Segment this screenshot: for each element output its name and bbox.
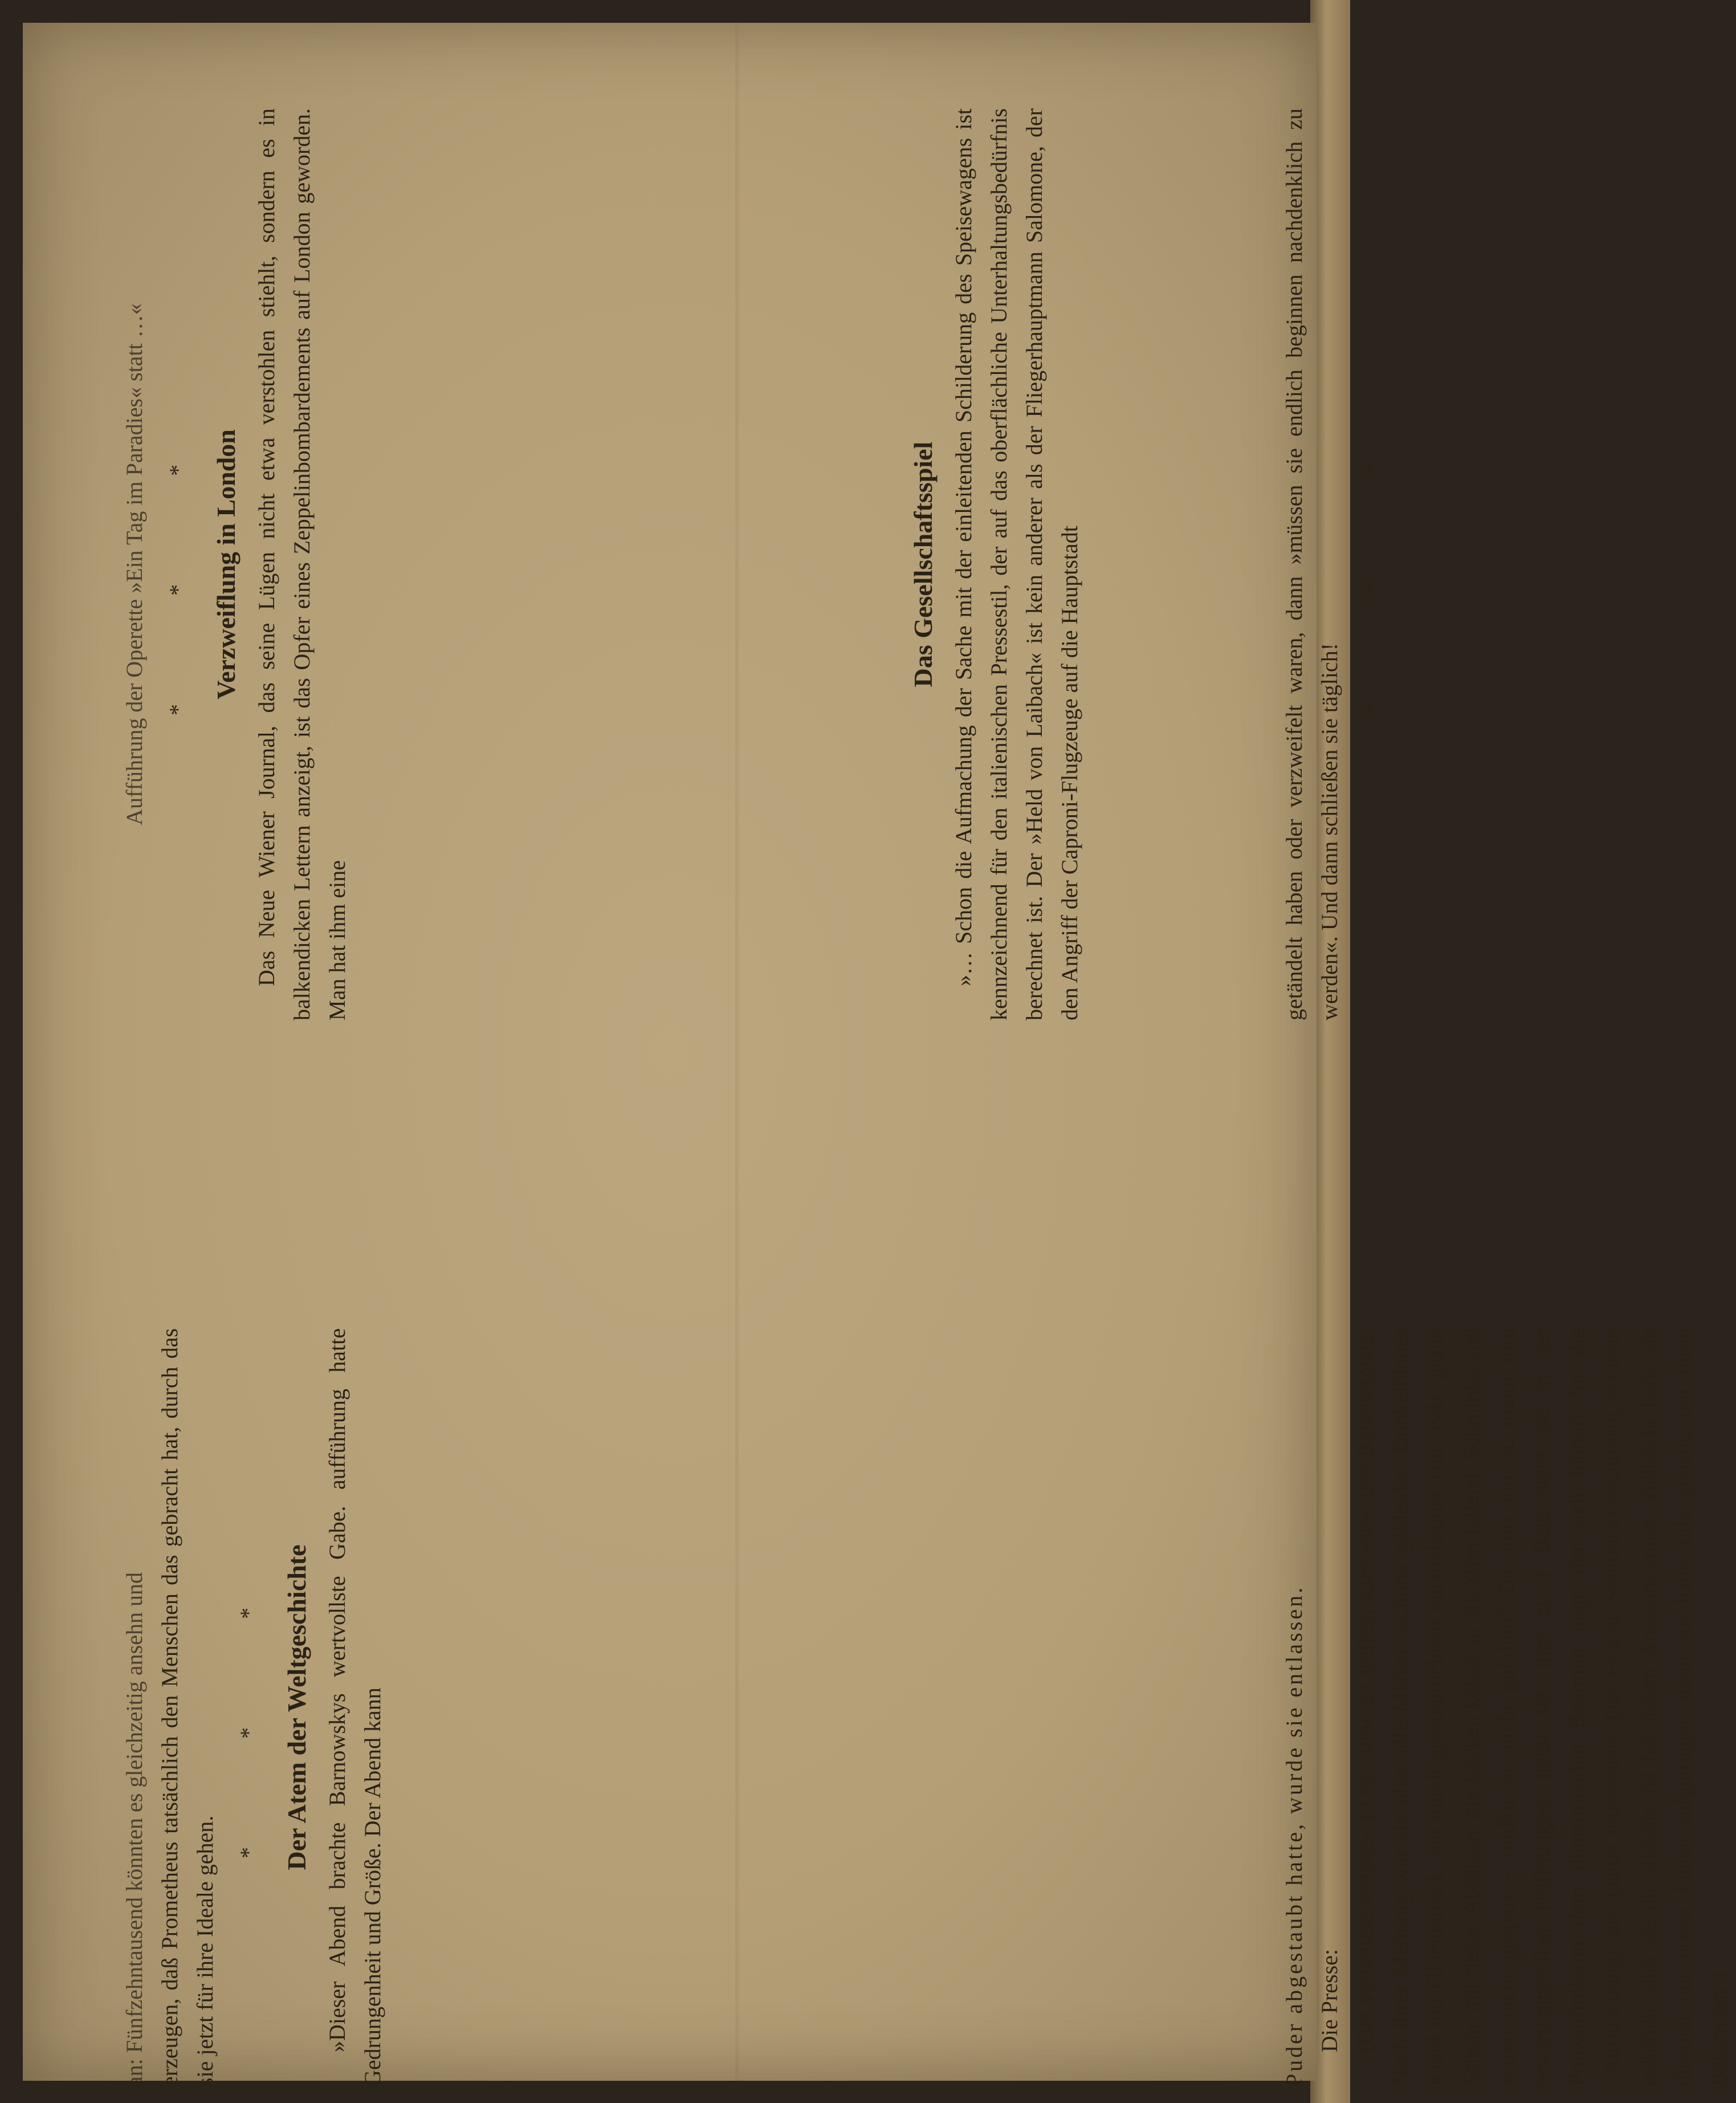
section-divider: * * *: [235, 1556, 261, 1858]
paragraph: erzeugen, daß Prometheus tatsächlich den Menschen das gebracht hat, durch das sie jetzt für ihre Ideale gehen.: [157, 1328, 218, 2086]
section-divider: * * *: [165, 413, 190, 715]
article-heading: Der Atem der Weltgeschichte: [282, 1544, 311, 1870]
cut-off-line: Aufführung der Operette »Ein Tag im Paradies« statt …«: [121, 303, 147, 825]
cut-off-line: an: Fünfzehntausend könnten es gleichzeitig ansehn und: [121, 1572, 147, 2086]
article-gesellschaftsspiel: [900, 108, 1087, 1020]
paragraph: »… Schon die Aufmachung der Sache mit der einleitenden Schilderung des Speisewagens ist kennzeichnend für den italienischen Pressestil, der auf das oberflächliche Unterhaltungsbedürfnis berechnet ist. Der »Held von Laibach« ist kein anderer als der Fliegerhauptmann Salomone, der den Angriff der Caproni-Flugzeuge auf die Hauptstadt: [951, 108, 1082, 1020]
article-verzweiflung: [117, 108, 355, 1020]
paragraph: getändelt haben oder verzweifelt waren, dann »müssen sie endlich beginnen nachdenklich zu werden«. Und dann schließen sie täglich!: [1281, 108, 1342, 1020]
column-continuation: [1277, 108, 1399, 1020]
article-heading: Verzweiflung in London: [211, 429, 241, 699]
paragraph: (Die verhaftete »Mode«.) Um »ihn« zu treffen, kam »sie« den Bahnhofplatz. Nach ihrer Meinung war sie über alle Maßen »schön« gekleidet: Dunkelblaues Kleid mit Glockenrock, ein durch gewöhnlichkeit entzückender Hut, Pelz, graue Schuhe mit riesen Absätzen, die Locken kokett in die Stirn fallend, Schminke und waren nicht gespart – mußte sie nicht gefallen? Da stört ein Sc mann ihre erwartungsvollen Hoffnungen, heißt sie, ihm zu f Bald steht sie in der Polizeidirektion dem diensttuenden Beamten gege der sich lebhaft für die »Aufmachung« der Dame interessiert. Das Fr eine Schmuckverkäuferin, erklärte gekränkt, daß sie die gleiche Kl bei jedem Ausgang trage; vielleicht habe sie diesmal nur etwas Puder aufgetragen, denn sie habe Eile gehabt, um ihren Bekannten n: [1352, 1328, 1731, 2086]
paragraph: »Dieser Abend brachte Barnowskys wertvollste Gabe. aufführung hatte Gedrungenheit und Größe. Der Abend kann: [324, 1328, 385, 2086]
article-presse: [1277, 1328, 1736, 2086]
subheading: Die Presse:: [1317, 1949, 1342, 2052]
paragraph: Das Neue Wiener Journal, das seine Lügen nicht etwa verstohlen stiehlt, sondern es in balkendicken Lettern anzeigt, ist das Opfer eines Zeppelinbombardements auf London geworden. Man hat ihm eine: [254, 108, 350, 1020]
article-weltgeschichte: [117, 1328, 390, 2086]
section-divider: * * *: [1360, 413, 1385, 715]
paragraph: Puder abgestaubt hatte, wurde sie entlassen.: [1281, 1585, 1307, 2086]
page-fold: [735, 23, 739, 2081]
article-heading: Das Gesellschaftsspiel: [908, 441, 938, 688]
